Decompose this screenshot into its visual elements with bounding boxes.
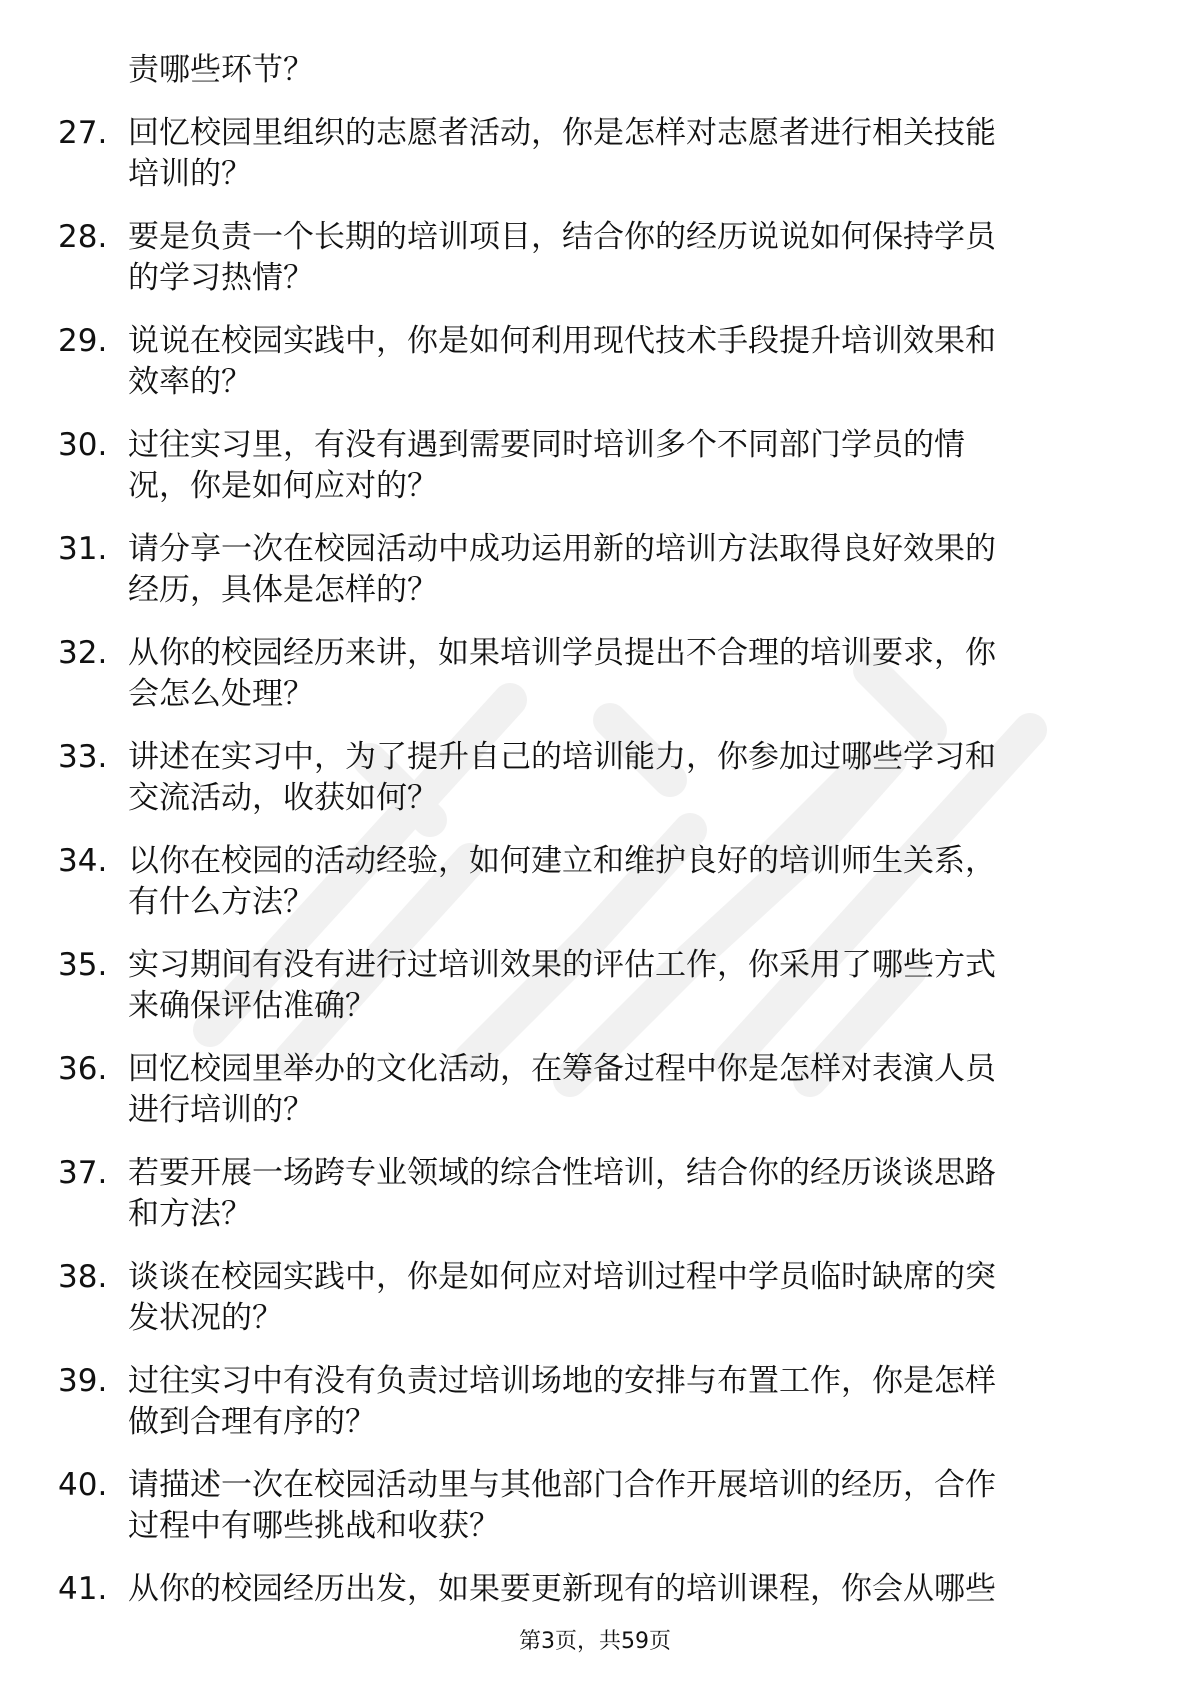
question-text xyxy=(128,633,1108,715)
question-line: 从你的校园经历来讲，如果培训学员提出不合理的培训要求，你 xyxy=(128,635,996,671)
question-item xyxy=(0,529,1190,633)
question-line: 以你在校园的活动经验，如何建立和维护良好的培训师生关系， xyxy=(128,843,996,879)
question-line: 实习期间有没有进行过培训效果的评估工作，你采用了哪些方式 xyxy=(128,947,996,983)
question-item xyxy=(0,1153,1190,1257)
question-line: 过往实习中有没有负责过培训场地的安排与布置工作，你是怎样 xyxy=(128,1363,996,1399)
question-item xyxy=(0,425,1190,529)
question-number: 27. xyxy=(58,115,108,151)
question-text xyxy=(128,1465,1108,1547)
question-text xyxy=(128,1049,1108,1131)
question-item xyxy=(0,1361,1190,1465)
question-line: 从你的校园经历出发，如果要更新现有的培训课程，你会从哪些 xyxy=(128,1571,996,1607)
question-item xyxy=(0,113,1190,217)
question-number: 33. xyxy=(58,739,108,775)
question-line: 培训的？ xyxy=(128,156,252,192)
question-line: 请描述一次在校园活动里与其他部门合作开展培训的经历，合作 xyxy=(128,1467,996,1503)
question-line: 过往实习里，有没有遇到需要同时培训多个不同部门学员的情 xyxy=(128,427,965,463)
question-number: 30. xyxy=(58,427,108,463)
question-line: 会怎么处理？ xyxy=(128,676,314,712)
question-number: 28. xyxy=(58,219,108,255)
question-item xyxy=(0,633,1190,737)
question-number: 39. xyxy=(58,1363,108,1399)
question-line: 做到合理有序的？ xyxy=(128,1404,376,1440)
question-text xyxy=(128,945,1108,1027)
question-line: 有什么方法？ xyxy=(128,884,314,920)
question-number: 40. xyxy=(58,1467,108,1503)
question-line: 的学习热情？ xyxy=(128,260,314,296)
question-line: 来确保评估准确？ xyxy=(128,988,376,1024)
question-list xyxy=(0,113,1190,1629)
question-text xyxy=(128,321,1108,403)
question-line: 交流活动，收获如何？ xyxy=(128,780,438,816)
question-line: 若要开展一场跨专业领域的综合性培训，结合你的经历谈谈思路 xyxy=(128,1155,996,1191)
question-text xyxy=(128,737,1108,819)
question-item xyxy=(0,1465,1190,1569)
question-line: 讲述在实习中，为了提升自己的培训能力，你参加过哪些学习和 xyxy=(128,739,996,775)
question-line: 过程中有哪些挑战和收获？ xyxy=(128,1508,500,1544)
question-item xyxy=(0,841,1190,945)
question-text xyxy=(128,425,1108,507)
question-line: 请分享一次在校园活动中成功运用新的培训方法取得良好效果的 xyxy=(128,531,996,567)
question-text xyxy=(128,529,1108,611)
question-text xyxy=(128,1257,1108,1339)
question-number: 36. xyxy=(58,1051,108,1087)
question-item xyxy=(0,1569,1190,1629)
question-line: 谈谈在校园实践中，你是如何应对培训过程中学员临时缺席的突 xyxy=(128,1259,996,1295)
question-number: 31. xyxy=(58,531,108,567)
question-line: 要是负责一个长期的培训项目，结合你的经历说说如何保持学员 xyxy=(128,219,996,255)
question-item xyxy=(0,321,1190,425)
page-footer: 第3页，共59页 xyxy=(519,1629,671,1654)
continued-question-text: 责哪些环节？ xyxy=(128,52,314,88)
question-number: 34. xyxy=(58,843,108,879)
question-item xyxy=(0,737,1190,841)
question-line: 发状况的？ xyxy=(128,1300,283,1336)
question-line: 进行培训的？ xyxy=(128,1092,314,1128)
question-line: 况，你是如何应对的？ xyxy=(128,468,438,504)
question-item xyxy=(0,945,1190,1049)
question-line: 经历，具体是怎样的？ xyxy=(128,572,438,608)
question-text xyxy=(128,1153,1108,1235)
question-number: 37. xyxy=(58,1155,108,1191)
question-line: 回忆校园里组织的志愿者活动，你是怎样对志愿者进行相关技能 xyxy=(128,115,996,151)
question-line: 和方法？ xyxy=(128,1196,252,1232)
question-text xyxy=(128,217,1108,299)
question-line: 说说在校园实践中，你是如何利用现代技术手段提升培训效果和 xyxy=(128,323,996,359)
question-item xyxy=(0,1049,1190,1153)
question-text xyxy=(128,113,1108,195)
question-text xyxy=(128,1569,1108,1610)
question-number: 29. xyxy=(58,323,108,359)
question-number: 38. xyxy=(58,1259,108,1295)
question-text xyxy=(128,841,1108,923)
question-number: 41. xyxy=(58,1571,108,1607)
question-number: 32. xyxy=(58,635,108,671)
question-line: 回忆校园里举办的文化活动，在筹备过程中你是怎样对表演人员 xyxy=(128,1051,996,1087)
question-text xyxy=(128,1361,1108,1443)
question-item xyxy=(0,217,1190,321)
question-item xyxy=(0,1257,1190,1361)
question-line: 效率的？ xyxy=(128,364,252,400)
question-number: 35. xyxy=(58,947,108,983)
